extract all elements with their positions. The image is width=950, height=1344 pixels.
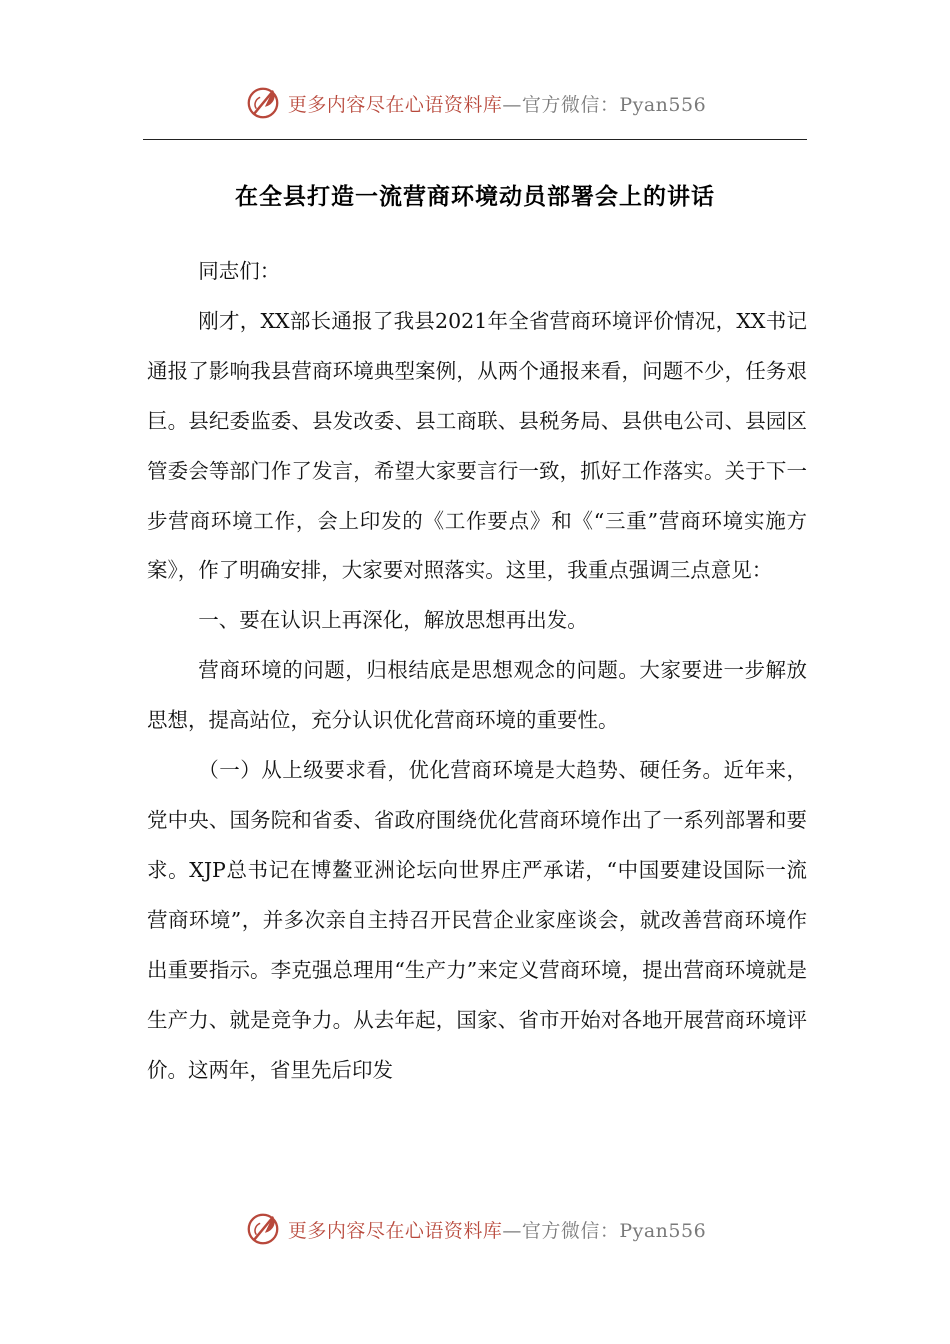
watermark-text	[288, 90, 706, 117]
paragraph: 刚才，XX部长通报了我县2021年全省营商环境评价情况，XX书记通报了影响我县营商环境典型案例，从两个通报来看，问题不少，任务艰巨。县纪委监委、县发改委、县工商联、县税务局、县供电公司、县园区管委会等部门作了发言，希望大家要言行一致，抓好工作落实。关于下一步营商环境工作，会上印发的《工作要点》和《“三重”营商环境实施方案》，作了明确安排，大家要对照落实。这里，我重点强调三点意见：	[147, 308, 807, 583]
header-rule	[143, 139, 807, 140]
header-watermark	[0, 80, 950, 126]
watermark-wechat: 官方微信：Pyan556	[521, 93, 707, 116]
quill-logo-icon	[244, 84, 282, 122]
paragraph: 营商环境的问题，归根结底是思想观念的问题。大家要进一步解放思想，提高站位，充分认识优化营商环境的重要性。	[147, 658, 807, 733]
document-title: 在全县打造一流营商环境动员部署会上的讲话	[235, 184, 715, 210]
paragraph: （一）从上级要求看，优化营商环境是大趋势、硬任务。近年来，党中央、国务院和省委、省政府围绕优化营商环境作出了一系列部署和要求。XJP总书记在博鳌亚洲论坛向世界庄严承诺，“中国要建设国际一流营商环境”，并多次亲自主持召开民营企业家座谈会，就改善营商环境作出重要指示。李克强总理用“生产力”来定义营商环境，提出营商环境就是生产力、就是竞争力。从去年起，国家、省市开始对各地开展营商环境评价。这两年，省里先后印发	[147, 758, 807, 1082]
section-heading: 一、要在认识上再深化，解放思想再出发。	[198, 608, 588, 633]
watermark-brand: 更多内容尽在心语资料库	[287, 93, 503, 116]
footer-watermark	[0, 1206, 950, 1252]
quill-logo-icon	[244, 1210, 282, 1248]
watermark-dash: —	[502, 93, 522, 116]
watermark-wechat: 官方微信：Pyan556	[521, 1219, 707, 1242]
watermark-dash: —	[502, 1219, 522, 1242]
watermark-brand: 更多内容尽在心语资料库	[287, 1219, 503, 1242]
document-body	[147, 247, 807, 1095]
watermark-text	[288, 1216, 706, 1243]
salutation: 同志们：	[198, 259, 281, 283]
